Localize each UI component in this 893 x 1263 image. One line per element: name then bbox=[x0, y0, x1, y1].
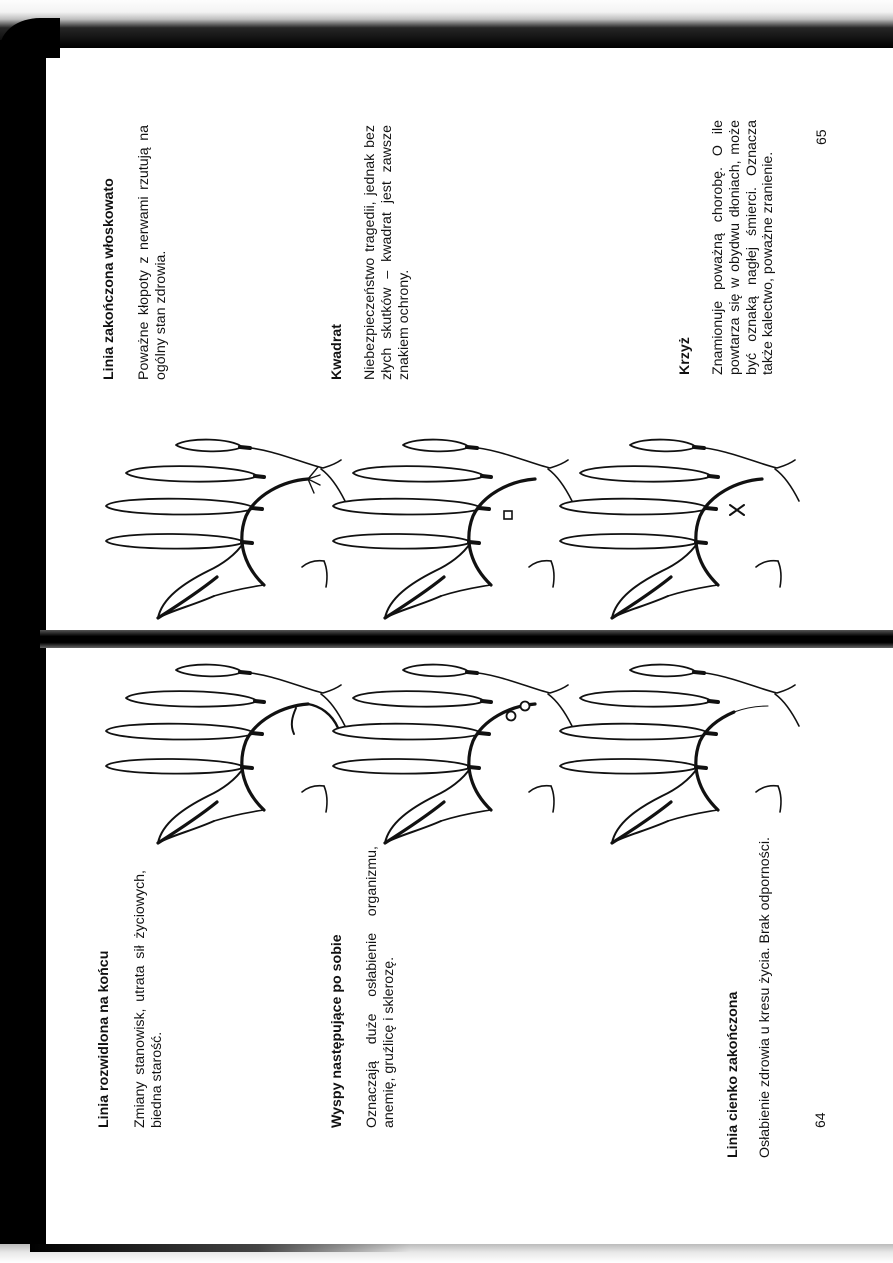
entry-heading: Linia zakończona włoskowato bbox=[101, 178, 117, 380]
entry-body: Oznaczają duże osłabienie organizmu, anemię, gruźlicę i sklerozę. bbox=[364, 846, 397, 1128]
entry-heading: Wyspy następujące po sobie bbox=[329, 934, 345, 1128]
entry-heading: Linia rozwidlona na końcu bbox=[96, 950, 112, 1128]
hand-forked-line-icon bbox=[106, 665, 345, 843]
hand-islands-line-icon bbox=[333, 665, 572, 843]
entry-body: Osłabienie zdrowia u kresu życia. Brak odporności. bbox=[757, 837, 773, 1158]
entry-heading: Kwadrat bbox=[329, 324, 345, 380]
entry-body: Poważne kłopoty z nerwami rzutują na ogólny stan zdrowia. bbox=[136, 125, 169, 380]
entry-heading: Krzyż bbox=[677, 337, 693, 375]
hand-square-line-icon bbox=[333, 440, 572, 618]
hand-hairy-ending-line-icon bbox=[106, 440, 345, 618]
page-number: 65 bbox=[813, 129, 829, 145]
entry-body: Zmiany stanowisk, utrata sił życiowych, biedna starość. bbox=[132, 870, 165, 1128]
hand-cross-line-icon bbox=[560, 440, 799, 618]
entry-heading: Linia cienko zakończona bbox=[725, 991, 741, 1158]
page-number: 64 bbox=[812, 1112, 828, 1128]
entry-body: Znamionuje poważną chorobę. O ile powtarza się w obydwu dłoniach, może być oznaką nagłej śmierci. Oznacza także kalectwo, poważne zranienie. bbox=[710, 120, 777, 375]
hand-thin-ending-line-icon bbox=[560, 665, 799, 843]
entry-body: Niebezpieczeństwo tragedii, jednak bez złych skutków – kwadrat jest zawsze znakiem ochrony. bbox=[362, 125, 412, 380]
